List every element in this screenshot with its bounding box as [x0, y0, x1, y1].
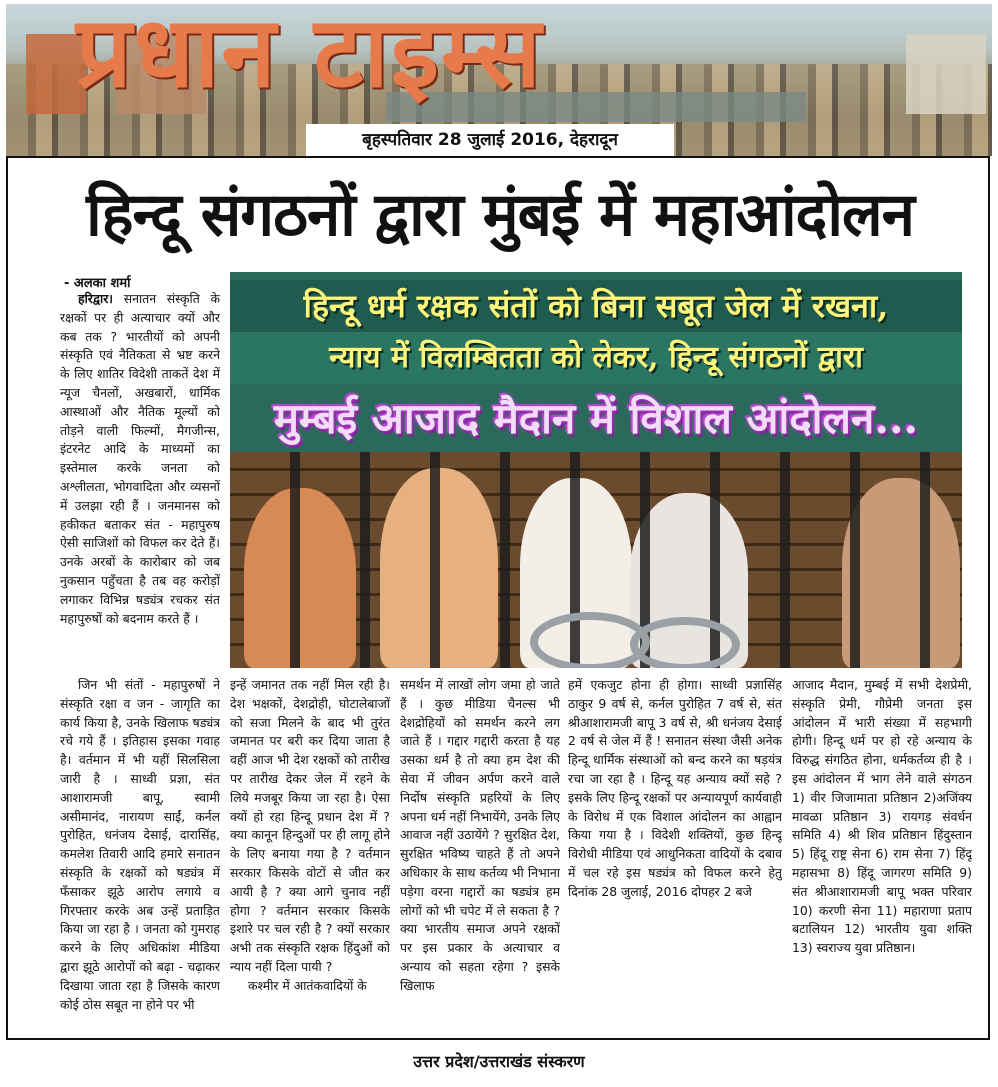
article-column-3 [400, 676, 560, 1024]
edition-footer: उत्तर प्रदेश/उत्तराखंड संस्करण [413, 1052, 585, 1071]
article-text: आजाद मैदान, मुम्बई में सभी देशप्रेमी, संस्कृति प्रेमी, गौप्रेमी जनता इस आंदोलन में भारी संख्या में सहभागी होगी। हिन्दू धर्म पर हो रहे अन्याय के विरुद्ध संगठित होना, धर्मकर्तव्य ही है । इस आंदोलन में भाग लेने वाले संगठन 1) वीर जिजामाता प्रतिष्ठान 2)अजिंक्य मावळा प्रतिष्ठान 3) रायगड़ संवर्धन समिति 4) श्री शिव प्रतिष्ठान हिंदुस्तान 5) हिंदू राष्ट्र सेना 6) राम सेना 7) हिंदू महासभा 8) हिंदू जागरण समिति 9) संत श्रीआशारामजी बापू भक्त परिवार 10) करणी सेना 11) महाराणा प्रताप बटालियन 12) भारतीय युवा शक्ति 13) स्वराज्य युवा प्रतिष्ठान। [792, 677, 972, 956]
handcuff-icon [630, 617, 740, 668]
article-column-1-top [60, 290, 220, 673]
poster-line-1: हिन्दू धर्म रक्षक संतों को बिना सबूत जेल में रखना, [303, 287, 889, 325]
dateline-place: हरिद्वार। [78, 291, 113, 306]
article-text: सनातन संस्कृति के रक्षकों पर ही अत्याचार क्यों और कब तक ? भारतीयों को अपनी संस्कृति एवं नैतिकता से भ्रष्ट करने के लिए शातिर विदेशी ताकतें देश में न्यूज चैनलों, अखबारों, धार्मिक आस्थाओं और नैतिक मूल्यों को तोड़ने वाली फिल्मों, मैगजीन्स, इंटरनेट आदि के माध्यमों का इस्तेमाल करके जनता को अश्लीलता, भोगवादिता और व्यसनों में उलझा रही हैं । जनमानस को हकीकत बताकर संत - महापुरुष ऐसी साजिशों को विफल कर देते हैं। उनके अरबों के कारोबार को जब नुकसान पहुँचता है तब वह करोड़ों लगाकर विभिन्न षड्यंत्र रचकर संत महापुरुषों को बदनाम करते हैं । [60, 291, 220, 626]
masthead-date: बृहस्पतिवार 28 जुलाई 2016, देहरादून [306, 124, 674, 156]
article-text: समर्थन में लाखों लोग जमा हो जाते हैं । कुछ मीडिया चैनल्स भी देशद्रोहियों को समर्थन करने लग जाते हैं । गद्दार गद्दारी करता है यह उसका धर्म है तो क्या हम देश की सेवा में जीवन अर्पण करने वाले निर्दोष संस्कृति प्रहरियों के लिए अपना धर्म नहीं निभायेंगे, उनके लिए आवाज नहीं उठायेंगे ? सुरक्षित देश, सुरक्षित भविष्य चाहते हैं तो अपने अधिकार के साथ कर्तव्य भी निभाना पड़ेगा वरना गद्दारों का षड्यंत्र हम लोगों को भी चपेट में ले सकता है ? क्या भारतीय समाज अपने रक्षकों पर इस प्रकार के अत्याचार व अन्याय को सहता रहेगा ? इसके खिलाफ [400, 677, 560, 993]
article-column-2 [230, 676, 390, 1024]
headline: हिन्दू संगठनों द्वारा मुंबई में महाआंदोलन [86, 180, 914, 250]
byline: - अलका शर्मा [64, 276, 131, 291]
article-column-4 [568, 676, 782, 1024]
article-text: हमें एकजुट होना ही होगा। साध्वी प्रज्ञासिंह ठाकुर 9 वर्ष से, कर्नल पुरोहित 7 वर्ष से, संत श्रीआशारामजी बापू 3 वर्ष से, श्री धनंजय देसाई 2 वर्ष से जेल में हैं ! सनातन संस्था जैसी अनेक हिन्दू धार्मिक संस्थाओं को बन्द करने का षड़यंत्र रचा जा रहा है । हिन्दू यह अन्याय क्यों सहे ? इसके लिए हिन्दू रक्षकों पर अन्यायपूर्ण कार्यवाही के विरोध में एक विशाल आंदोलन का आह्वान किया गया है । विदेशी शक्तियों, कुछ हिन्दू विरोधी मीडिया एवं आधुनिकता वादियों के दबाव में चल रहे इस षड्यंत्र को विफल करने हेतु दिनांक 28 जुलाई, 2016 दोपहर 2 बजे [568, 677, 782, 899]
poster-band-1 [230, 280, 962, 332]
poster-band-3 [230, 386, 962, 452]
poster-image [230, 272, 962, 668]
article-text: कश्मीर में आतंकवादियों के [248, 977, 367, 993]
masthead [6, 4, 992, 156]
article-text: जिन भी संतों - महापुरुषों ने संस्कृति रक्षा व जन - जागृति का कार्य किया है, उनके खिलाफ षड्यंत्र रचे गये हैं । इतिहास इसका गवाह है। वर्तमान में भी यहीं सिलसिला जारी है । साध्वी प्रज्ञा, संत आशारामजी बापू, स्वामी असीमानंद, नारायण साईं, कर्नल पुरोहित, धनंजय देसाई, दारासिंह, कमलेश तिवारी आदि हमारे सनातन संस्कृति के रक्षकों को षड्यंत्र में फँसाकर झूठे आरोप लगाये व गिरफ्तार करके अब उन्हें प्रताड़ित किया जा रहा है । जनता को गुमराह करने के लिए अधिकांश मीडिया द्वारा झूठे आरोपों को बढ़ा - चढ़ाकर दिखाया जाता रहा है जिसके कारण कोई ठोस सबूत ना होने पर भी [60, 677, 220, 1012]
poster-line-2: न्याय में विलम्बितता को लेकर, हिन्दू संगठनों द्वारा [329, 340, 863, 375]
poster-band-2 [230, 332, 962, 384]
article-text: इन्हें जमानत तक नहीं मिल रही है। देश भक्षकों, देशद्रोही, घोटालेबाजों को सजा मिलने के बाद भी तुरंत जमानत पर बरी कर दिया जाता है वहीं आज भी देश रक्षकों को तारीख पर तारीख देकर जेल में रहने के लिये मजबूर किया जा रहा है। ऐसा क्यों हो रहा हिन्दू प्रधान देश में ? क्या कानून हिन्दुओं पर ही लागू होने के लिए बनाया गया है ? वर्तमान सरकार किसके वोटों से जीत कर आयी है ? क्या आगे चुनाव नहीं होगा ? वर्तमान सरकार किसके इशारे पर चल रही है ? क्यों सरकार अभी तक संस्कृति रक्षक हिंदुओं को न्याय नहीं दिला पायी ? [230, 677, 390, 974]
poster-line-3: मुम्बई आजाद मैदान में विशाल आंदोलन... [273, 394, 919, 443]
article-column-5 [792, 676, 972, 1024]
article-column-1-bottom [60, 676, 220, 1024]
masthead-title: प्रधान टाइम्स [76, 4, 543, 110]
